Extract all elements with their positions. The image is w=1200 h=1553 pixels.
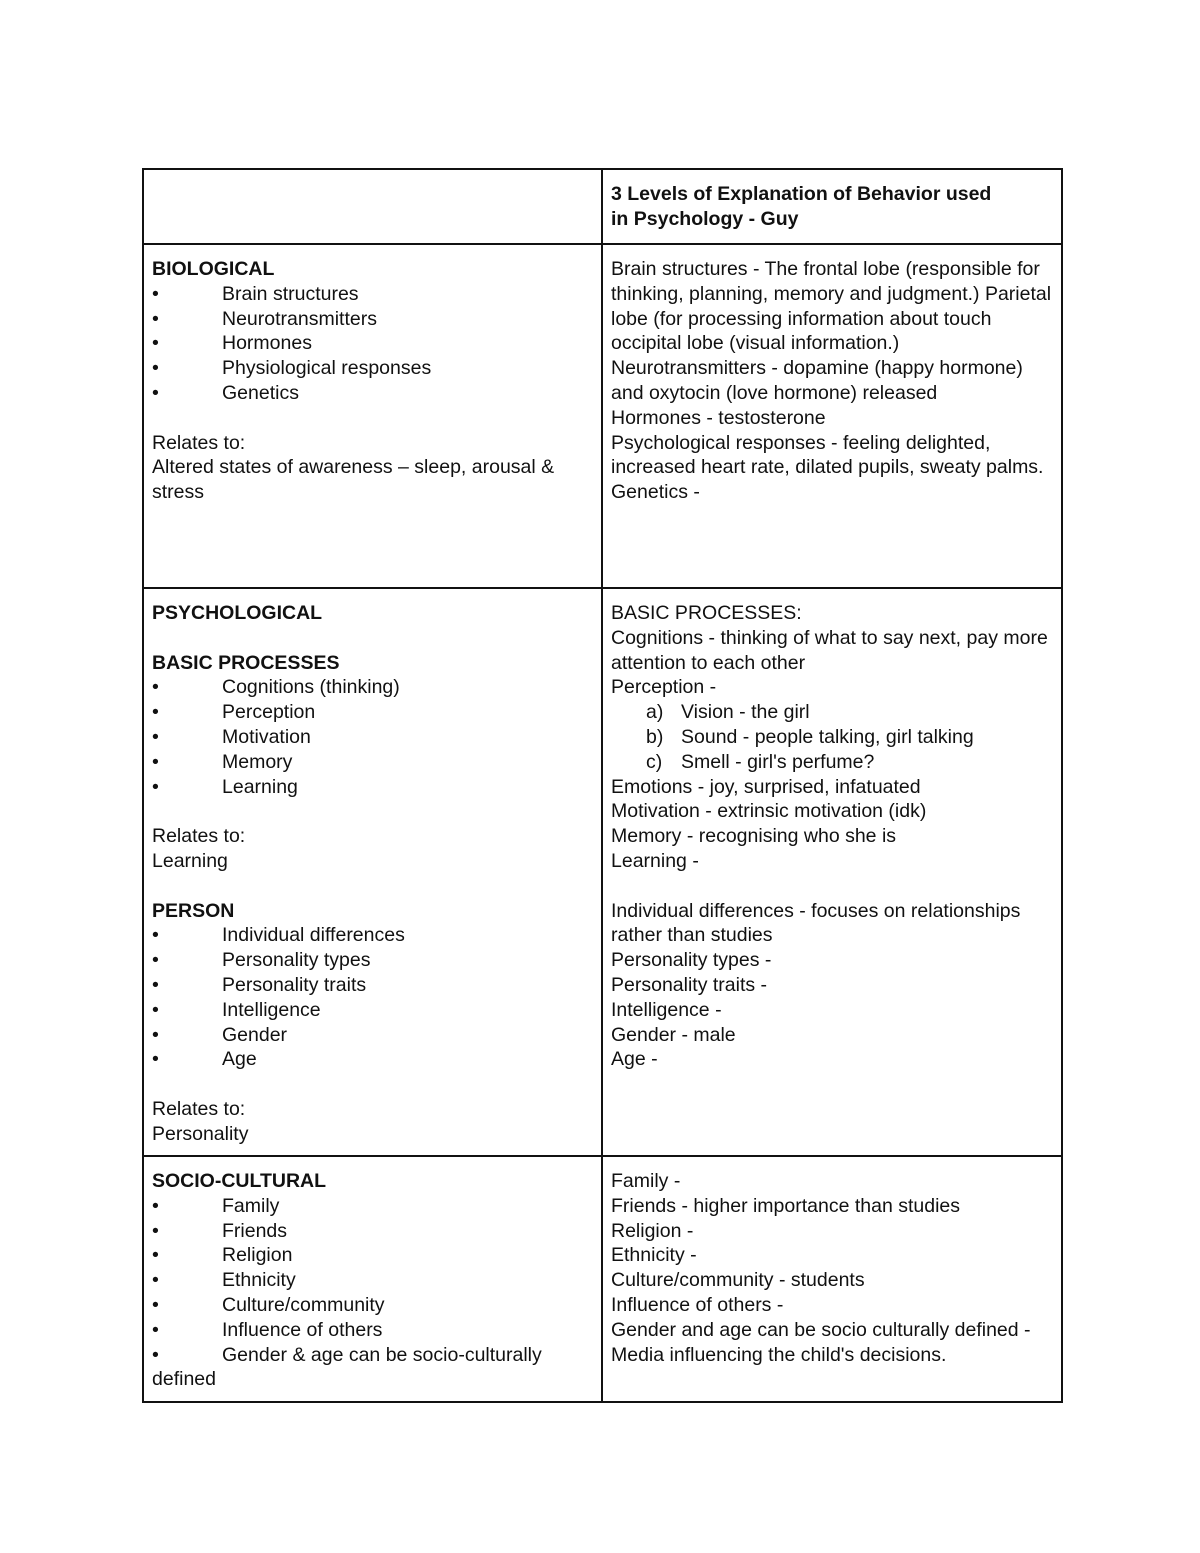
table-row xyxy=(143,1156,1062,1402)
list-item: • Cognitions (thinking) xyxy=(152,676,400,699)
note-line: Hormones - testosterone xyxy=(611,406,826,429)
list-item: • Personality types xyxy=(152,949,371,972)
note-line: Gender and age can be socio culturally defined - xyxy=(611,1318,1031,1341)
note-line: Neurotransmitters - dopamine (happy hormone) and oxytocin (love hormone) released xyxy=(611,357,1023,404)
list-item: • Perception xyxy=(152,701,316,724)
header-title-line-2: in Psychology - Guy xyxy=(611,207,799,230)
note-line: Learning - xyxy=(611,849,699,872)
list-item: a) Vision - the girl xyxy=(646,701,810,724)
list-item: • Influence of others xyxy=(152,1318,383,1341)
behavior-levels-table xyxy=(142,168,1063,1403)
note-line: Individual differences - focuses on relationships rather than studies xyxy=(611,899,1021,947)
socio-cultural-heading: SOCIO-CULTURAL xyxy=(152,1170,327,1192)
note-line: Personality traits - xyxy=(611,973,768,996)
relates-label: Relates to: xyxy=(152,431,246,454)
list-item: • Learning xyxy=(152,775,298,798)
note-line: Psychological responses - feeling delighted, increased heart rate, dilated pupils, sweaty palms. xyxy=(611,431,1044,479)
list-item: • Culture/community xyxy=(152,1293,385,1316)
relates-text: Learning xyxy=(152,849,228,872)
basic-processes-heading: BASIC PROCESSES xyxy=(152,651,340,674)
note-line: Intelligence - xyxy=(611,998,722,1021)
biological-cell xyxy=(143,244,602,588)
note-line: Influence of others - xyxy=(611,1293,784,1316)
note-line: Religion - xyxy=(611,1219,694,1242)
list-item: • Family xyxy=(152,1194,280,1217)
psychological-cell xyxy=(143,588,602,1156)
list-item: • Brain structures xyxy=(152,282,359,305)
note-line: Friends - higher importance than studies xyxy=(611,1194,961,1217)
relates-text: Altered states of awareness – sleep, arousal & stress xyxy=(152,456,555,504)
psychological-notes-cell xyxy=(602,588,1062,1156)
list-item: • Neurotransmitters xyxy=(152,307,377,330)
table-row xyxy=(143,244,1062,588)
list-item: • Genetics xyxy=(152,381,299,404)
list-item: • Religion xyxy=(152,1244,293,1267)
note-line: Family - xyxy=(611,1170,681,1192)
list-item: b) Sound - people talking, girl talking xyxy=(646,725,974,748)
note-line: Memory - recognising who she is xyxy=(611,825,897,848)
list-item: • Personality traits xyxy=(152,973,367,996)
header-empty-cell xyxy=(143,169,602,244)
psychological-heading: PSYCHOLOGICAL xyxy=(152,602,323,624)
note-line: Genetics - xyxy=(611,481,700,504)
relates-label: Relates to: xyxy=(152,825,246,848)
list-item: • Age xyxy=(152,1048,257,1071)
table-row xyxy=(143,169,1062,244)
note-line: Emotions - joy, surprised, infatuated xyxy=(611,775,921,798)
list-item: • Hormones xyxy=(152,332,312,355)
list-item: • Individual differences xyxy=(152,924,405,947)
list-item: • Ethnicity xyxy=(152,1269,296,1292)
note-line: Perception - xyxy=(611,676,717,699)
list-item: • Memory xyxy=(152,750,293,773)
relates-label: Relates to: xyxy=(152,1097,246,1120)
list-item: • Motivation xyxy=(152,725,311,748)
biological-notes-cell xyxy=(602,244,1062,588)
list-item: • Intelligence xyxy=(152,998,321,1021)
note-line: Cognitions - thinking of what to say next, pay more attention to each other xyxy=(611,626,1048,674)
note-line: Motivation - extrinsic motivation (idk) xyxy=(611,800,927,823)
note-line: Ethnicity - xyxy=(611,1244,697,1267)
relates-text: Personality xyxy=(152,1122,249,1145)
notes-heading: BASIC PROCESSES: xyxy=(611,602,802,624)
note-line: Gender - male xyxy=(611,1023,736,1046)
note-line: Age - xyxy=(611,1048,658,1071)
socio-cultural-notes-cell xyxy=(602,1156,1062,1402)
list-item: • Gender & age can be socio-culturally xyxy=(152,1343,542,1366)
header-title-line-1: 3 Levels of Explanation of Behavior used xyxy=(611,183,992,205)
list-item: • Physiological responses xyxy=(152,357,432,380)
note-line: Personality types - xyxy=(611,949,772,972)
note-line: Media influencing the child's decisions. xyxy=(611,1343,947,1366)
list-item-continuation: defined xyxy=(152,1368,216,1391)
note-line: Culture/community - students xyxy=(611,1269,865,1292)
person-heading: PERSON xyxy=(152,899,235,922)
list-item: c) Smell - girl's perfume? xyxy=(646,750,875,773)
header-title-cell xyxy=(602,169,1062,244)
list-item: • Gender xyxy=(152,1023,288,1046)
list-item: • Friends xyxy=(152,1219,288,1242)
table-row xyxy=(143,588,1062,1156)
note-line: Brain structures - The frontal lobe (responsible for thinking, planning, memory and judgment.) Parietal lobe (for processing information about touch occipital lobe (visual information.) xyxy=(611,258,1052,355)
biological-heading: BIOLOGICAL xyxy=(152,258,275,280)
socio-cultural-cell xyxy=(143,1156,602,1402)
